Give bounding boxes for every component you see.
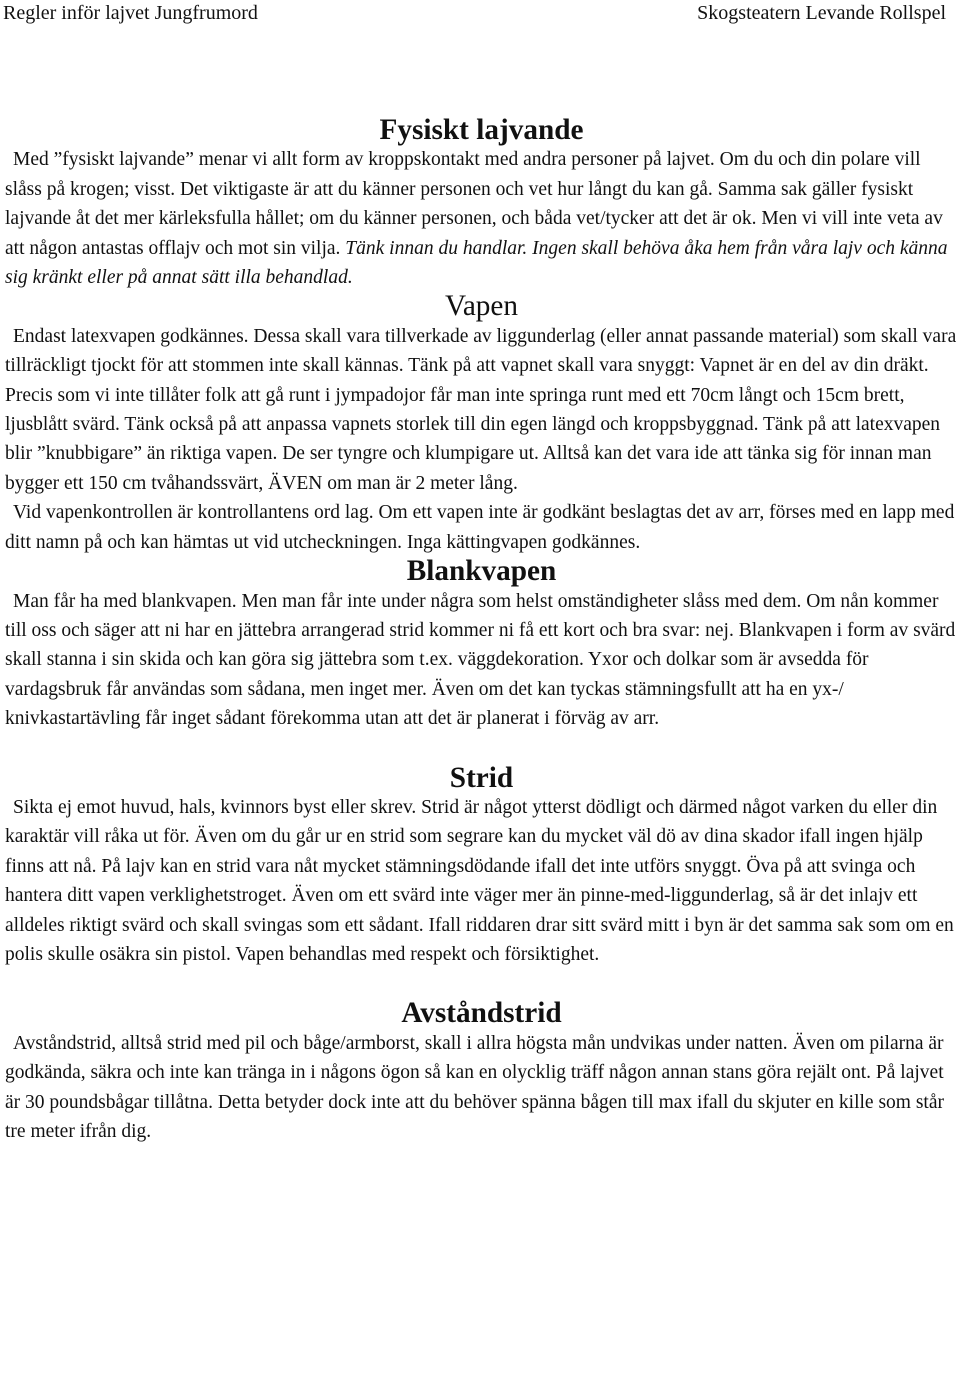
section-heading: Fysiskt lajvande — [379, 114, 584, 146]
paragraph-italic-text: Tänk innan du handlar. Ingen skall behöva åka hem från våra lajv och känna sig kränkt eller på annat sätt illa behandlad. — [5, 237, 948, 289]
section-paragraph — [5, 322, 958, 498]
section-blankvapen — [5, 557, 958, 733]
header-document-title: Regler inför lajvet Jungfrumord — [3, 2, 258, 24]
paragraph-text: Vid vapenkontrollen är kontrollantens ord lag. Om ett vapen inte är godkänt beslagtas det av arr, förses med en lapp med ditt namn på och kan hämtas ut vid utcheckningen. Inga kättingvapen godkännes. — [5, 502, 955, 553]
section-avstandstrid — [5, 999, 958, 1146]
header-organization: Skogsteatern Levande Rollspel — [697, 2, 946, 24]
section-spacer — [5, 734, 958, 764]
paragraph-text: Sikta ej emot huvud, hals, kvinnors byst eller skrev. Strid är något ytterst dödligt och därmed något varken du eller din karaktär vill råka ut för. Även om du går ur en strid som segrare kan du mycket väl dö av dina skador ifall ingen hjälp finns att nå. På lajv kan en strid vara nåt mycket stämningsdödande ifall det inte utförs snyggt. Öva på att svinga och hantera ditt vapen verklighetstroget. Även om ett svärd inte väger mer än pinne-med-liggunderlag, så är det inlajv ett alldeles riktigt svärd och skall svingas som ett sådant. Ifall riddaren drar sitt svärd mitt i byn är det samma sak som om en polis skulle osäkra sin pistol. Vapen behandlas med respekt och försiktighet. — [5, 796, 954, 965]
section-paragraph — [5, 793, 958, 969]
section-heading: Avståndstrid — [401, 997, 562, 1030]
section-heading: Vapen — [444, 290, 519, 323]
section-heading: Strid — [449, 761, 514, 794]
section-paragraph — [5, 587, 958, 734]
document-body — [5, 116, 958, 1146]
section-paragraph — [5, 1029, 958, 1147]
section-heading: Blankvapen — [406, 555, 557, 588]
section-vapen — [5, 292, 958, 557]
section-fysiskt-lajvande — [5, 116, 958, 292]
section-paragraph — [5, 145, 958, 292]
paragraph-text: Med ”fysiskt lajvande” menar vi allt form av kroppskontakt med andra personer på lajvet. Om du och din polare vill slåss på krogen; visst. Det viktigaste är att du känner personen och vet hur långt du kan gå. Samma sak gäller fysiskt lajvande åt det mer kärleksfulla hållet; om du känner personen, och båda vet/tycker att det är ok. Men vi vill inte veta av att någon antastas offlajv och mot sin vilja. — [5, 149, 943, 259]
paragraph-text: Endast latexvapen godkännes. Dessa skall vara tillverkade av liggunderlag (eller annat passande material) som skall vara tillräckligt tjockt för att stommen inte skall kännas. Tänk på att vapnet skall vara snyggt: Vapnet är en del av din dräkt. Precis som vi inte tillåter folk att gå runt i jympadojor får man inte springa runt med ett 70cm långt och 15cm brett, ljusblått svärd. Tänk också på att anpassa vapnets storlek till din egen längd och kroppsbyggnad. Tänk på att latexvapen blir ”knubbigare” än riktiga vapen. De ser tyngre och klumpigare ut. Alltså kan det vara ide att tänka sig för innan man bygger ett 150 cm tvåhandssvärt, ÄVEN om man är 2 meter lång. — [5, 325, 957, 494]
paragraph-text: Man får ha med blankvapen. Men man får inte under några som helst omständigheter slåss med dem. Om nån kommer till oss och säger att ni har en jättebra arrangerad strid kommer ni få ett kort och bra svar: nej. Blankvapen i form av svärd skall stanna i sin skida och kan göra sig jättebra som t.ex. väggdekoration. Yxor och dolkar som är avsedda för vardagsbruk får användas som sådana, men inget mer. Även om det kan tyckas stämningsfullt att ha en yx-/ knivkastartävling får inget sådant förekomma utan att det är planerat i förväg av arr. — [5, 590, 956, 730]
section-spacer — [5, 969, 958, 999]
paragraph-text: Avståndstrid, alltså strid med pil och båge/armborst, skall i allra högsta mån undvikas under natten. Även om pilarna är godkända, säkra och inte kan tränga in i någons ögon så kan en olycklig träff någon annan stans göra rejält ont. På lajvet är 30 poundsbågar tillåtna. Detta betyder dock inte att du behöver spänna bågen till max ifall du skjuter en kille som står tre meter ifrån dig. — [5, 1032, 944, 1142]
section-strid — [5, 761, 958, 970]
section-paragraph — [5, 498, 958, 557]
page-header — [0, 0, 960, 28]
